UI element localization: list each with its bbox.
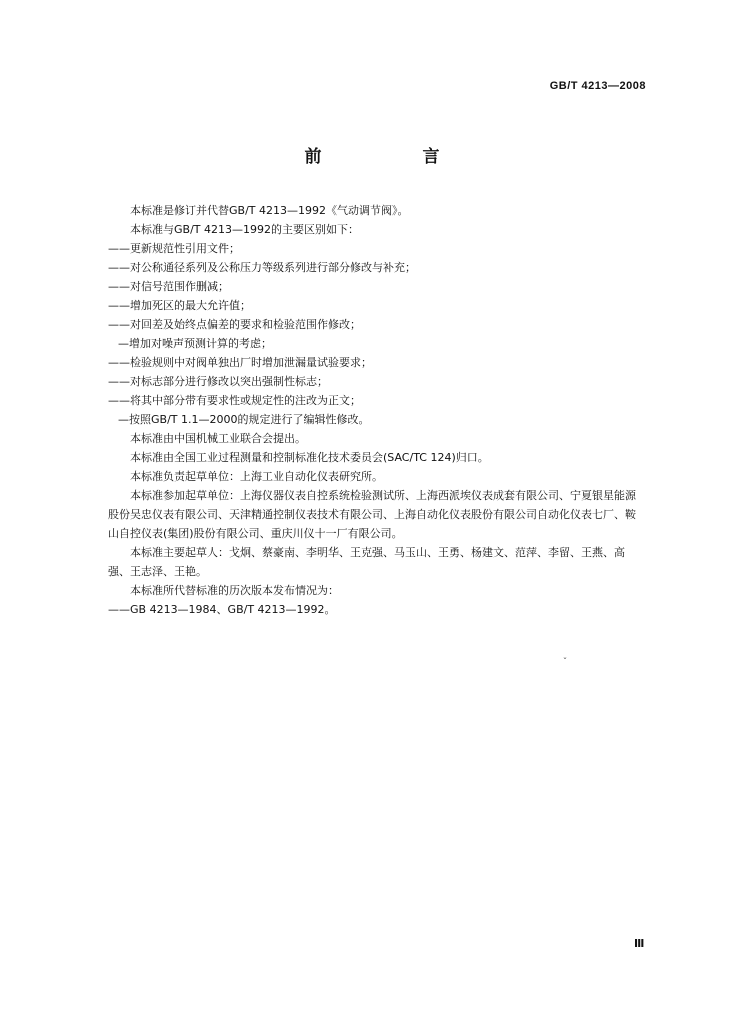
- paragraph-drafting-unit: 本标准负责起草单位：上海工业自动化仪表研究所。: [130, 470, 383, 483]
- list-item: ——对公称通径系列及公称压力等级系列进行部分修改与补充；: [108, 261, 416, 274]
- list-item: —按照GB/T 1.1—2000的规定进行了编辑性修改。: [118, 413, 370, 426]
- list-item: —增加对噪声预测计算的考虑；: [118, 337, 272, 350]
- paragraph-differences-intro: 本标准与GB/T 4213—1992的主要区别如下：: [130, 223, 359, 236]
- paragraph-proposer: 本标准由中国机械工业联合会提出。: [130, 432, 306, 445]
- list-item: ——对回差及始终点偏差的要求和检验范围作修改；: [108, 318, 361, 331]
- list-item: ——增加死区的最大允许值；: [108, 299, 251, 312]
- list-item: ——更新规范性引用文件；: [108, 242, 240, 255]
- paragraph-participating-units: 本标准参加起草单位：上海仪器仪表自控系统检验测试所、上海西派埃仪表成套有限公司、宁夏银星能源股份吴忠仪表有限公司、天津精通控制仪表技术有限公司、上海自动化仪表股份有限公司自动化仪表七厂、鞍山自控仪表(集团)股份有限公司、重庆川仪十一厂有限公司。: [108, 489, 636, 540]
- standard-code: GB/T 4213—2008: [549, 80, 646, 92]
- page-title: 前 言: [304, 147, 482, 167]
- stray-mark: ˘: [563, 657, 567, 666]
- page-number: Ⅲ: [634, 938, 645, 950]
- list-item: ——对信号范围作删减；: [108, 280, 229, 293]
- foreword-body: [108, 201, 642, 619]
- list-item: ——检验规则中对阀单独出厂时增加泄漏量试验要求；: [108, 356, 372, 369]
- list-item: ——对标志部分进行修改以突出强制性标志；: [108, 375, 328, 388]
- list-item: ——将其中部分带有要求性或规定性的注改为正文；: [108, 394, 361, 407]
- paragraph-drafters: 本标准主要起草人：戈炯、蔡豪南、李明华、王克强、马玉山、王勇、杨建文、范萍、李留、王燕、高强、王志泽、王艳。: [108, 546, 625, 578]
- paragraph-history-list: ——GB 4213—1984、GB/T 4213—1992。: [108, 603, 336, 616]
- paragraph-committee: 本标准由全国工业过程测量和控制标准化技术委员会(SAC/TC 124)归口。: [130, 451, 489, 464]
- paragraph-replacement: 本标准是修订并代替GB/T 4213—1992《气动调节阀》。: [130, 204, 409, 217]
- paragraph-history-intro: 本标准所代替标准的历次版本发布情况为：: [130, 584, 339, 597]
